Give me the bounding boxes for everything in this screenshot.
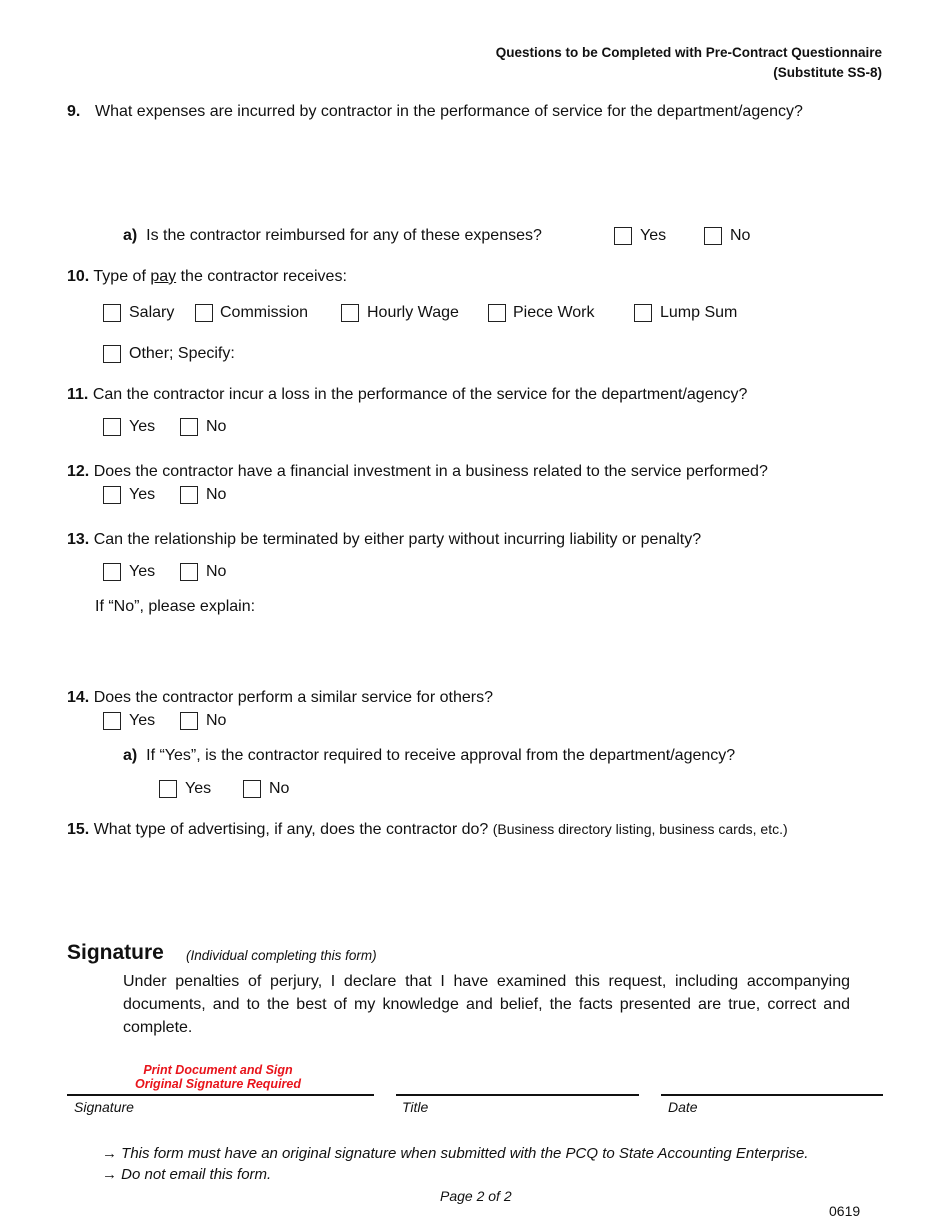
q14a-no-label: No <box>269 780 290 797</box>
perjury-declaration: Under penalties of perjury, I declare that I have examined this request, including accompanying documents, and to the best of my knowledge and belief, the facts presented are true, correct and complete. <box>123 973 850 1036</box>
q10-piece-work-checkbox[interactable] <box>488 304 506 322</box>
sub-label: a) <box>123 747 138 764</box>
q9a-no-checkbox[interactable] <box>704 227 722 245</box>
original-signature-footnote: → This form must have an original signature when submitted with the PCQ to State Accounting Enterprise. <box>102 1145 809 1162</box>
underlined-word: pay <box>150 268 177 285</box>
q14-yes-checkbox[interactable] <box>103 712 121 730</box>
form-code: 0619 <box>829 1203 861 1219</box>
question-text: What expenses are incurred by contractor in the performance of service for the department/agency? <box>95 103 803 120</box>
q9a-yes-label: Yes <box>640 227 667 244</box>
question-text: Can the relationship be terminated by either party without incurring liability or penalty? <box>93 531 702 548</box>
q14-no-label: No <box>206 712 227 729</box>
question-14 <box>67 689 493 707</box>
sub-label: a) <box>123 227 138 244</box>
date-line[interactable] <box>661 1094 883 1096</box>
form-header-title: Questions to be Completed with Pre-Contract Questionnaire <box>495 45 882 60</box>
q11-yes-checkbox[interactable] <box>103 418 121 436</box>
q12-no-label: No <box>206 486 227 503</box>
q12-no-checkbox[interactable] <box>180 486 198 504</box>
question-text: Type of <box>93 268 146 285</box>
question-number: 11. <box>67 386 89 403</box>
sub-text: If “Yes”, is the contractor required to receive approval from the department/agency? <box>146 747 736 764</box>
q13-no-label: No <box>206 563 227 580</box>
q12-yes-label: Yes <box>129 486 156 503</box>
q9a-yes-checkbox[interactable] <box>614 227 632 245</box>
q14-yes-label: Yes <box>129 712 156 729</box>
question-11 <box>67 386 747 404</box>
sub-text: Is the contractor reimbursed for any of these expenses? <box>146 227 542 244</box>
q10-hourly-wage-checkbox[interactable] <box>341 304 359 322</box>
signature-field-label: Signature <box>74 1099 134 1115</box>
q11-no-label: No <box>206 418 227 435</box>
q13-no-checkbox[interactable] <box>180 563 198 581</box>
question-text: What type of advertising, if any, does the contractor do? <box>93 821 489 838</box>
question-number: 10. <box>67 268 90 285</box>
signature-line[interactable] <box>67 1094 374 1096</box>
q14-no-checkbox[interactable] <box>180 712 198 730</box>
question-note: (Business directory listing, business cards, etc.) <box>492 821 788 837</box>
title-line[interactable] <box>396 1094 639 1096</box>
title-field-label: Title <box>402 1099 429 1115</box>
q13-yes-checkbox[interactable] <box>103 563 121 581</box>
print-sign-notice: Print Document and Sign <box>143 1063 293 1077</box>
q9a-no-label: No <box>730 227 751 244</box>
question-number: 13. <box>67 531 90 548</box>
q11-no-checkbox[interactable] <box>180 418 198 436</box>
q10-lump-sum-checkbox[interactable] <box>634 304 652 322</box>
no-email-footnote: → Do not email this form. <box>102 1166 272 1183</box>
question-15 <box>67 821 788 839</box>
q13-explain-label: If “No”, please explain: <box>95 598 256 615</box>
date-field-label: Date <box>668 1099 698 1115</box>
signature-heading-note: (Individual completing this form) <box>186 948 377 963</box>
q14a-yes-label: Yes <box>185 780 212 797</box>
question-text: Can the contractor incur a loss in the performance of the service for the department/agency? <box>92 386 748 403</box>
q10-salary-label: Salary <box>129 304 175 321</box>
question-text: Does the contractor have a financial investment in a business related to the service performed? <box>93 463 768 480</box>
q10-other-label: Other; Specify: <box>129 345 235 362</box>
question-12 <box>67 463 768 481</box>
q10-commission-label: Commission <box>220 304 309 321</box>
original-signature-notice: Original Signature Required <box>135 1077 301 1091</box>
question-number: 12. <box>67 463 90 480</box>
q10-piece-work-label: Piece Work <box>513 304 595 321</box>
page-number: Page 2 of 2 <box>440 1188 512 1204</box>
form-header-subtitle: (Substitute SS-8) <box>773 65 882 80</box>
question-text: Does the contractor perform a similar service for others? <box>93 689 493 706</box>
question-9a <box>123 227 542 245</box>
question-14a <box>123 747 735 765</box>
q14a-no-checkbox[interactable] <box>243 780 261 798</box>
q12-yes-checkbox[interactable] <box>103 486 121 504</box>
q10-lump-sum-label: Lump Sum <box>660 304 738 321</box>
signature-heading: Signature <box>67 941 164 964</box>
question-10 <box>67 268 347 286</box>
question-number: 9. <box>67 103 81 120</box>
q10-salary-checkbox[interactable] <box>103 304 121 322</box>
q13-yes-label: Yes <box>129 563 156 580</box>
q10-commission-checkbox[interactable] <box>195 304 213 322</box>
question-13 <box>67 531 701 549</box>
question-9 <box>67 103 803 121</box>
q14a-yes-checkbox[interactable] <box>159 780 177 798</box>
q10-other-checkbox[interactable] <box>103 345 121 363</box>
question-number: 15. <box>67 821 90 838</box>
question-number: 14. <box>67 689 90 706</box>
question-text-rest: the contractor receives: <box>180 268 347 285</box>
q11-yes-label: Yes <box>129 418 156 435</box>
q10-hourly-wage-label: Hourly Wage <box>367 304 459 321</box>
